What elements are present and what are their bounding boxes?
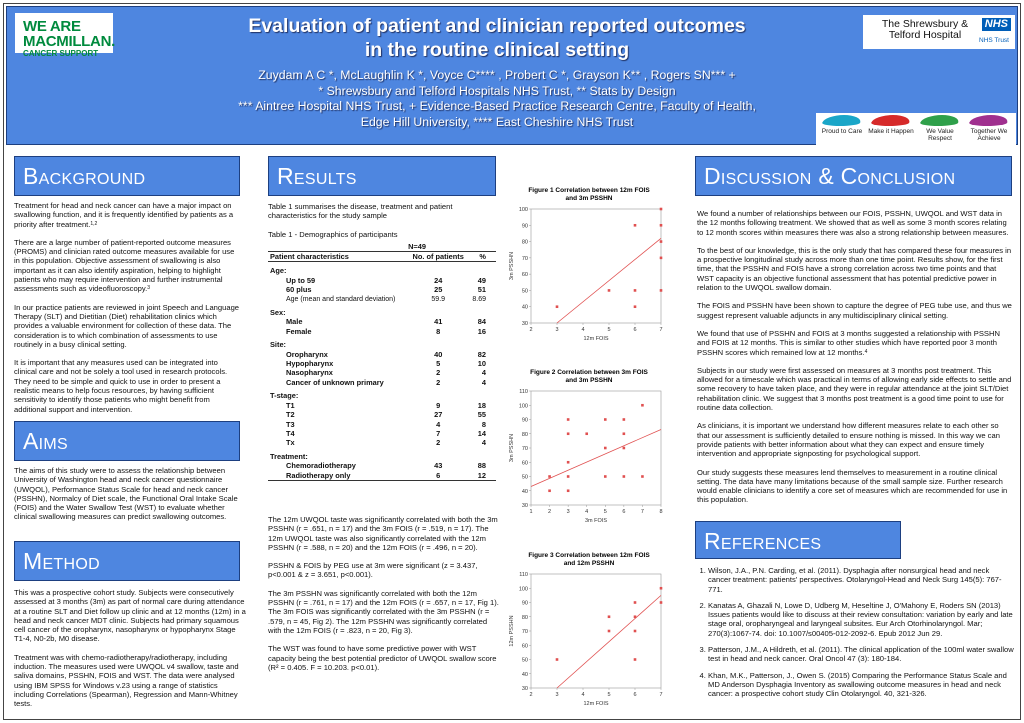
citation-sup: 1,2 [90, 220, 98, 227]
demographics-table [268, 242, 496, 481]
x-tick-label: 7 [659, 327, 663, 333]
data-point [641, 404, 644, 407]
data-point [604, 447, 607, 450]
table-cell [408, 304, 468, 317]
x-tick-label: 2 [529, 327, 533, 333]
figure-1-chart [507, 183, 671, 343]
aims-p1: The aims of this study were to assess the relationship between University of Washington head and neck cancer questionnaire (UWQOL), Performance Status Scale for head and neck cancer (PSSHN), Normalcy of Diet scale, the Functional Oral Intake Scale (FOIS) and the Water Swallow Test (WST) to evaluate whether clinical swallowing measures can predict swallowing outcomes. [14, 466, 238, 522]
background-paragraph-1 [14, 201, 242, 229]
poster-title [217, 14, 777, 62]
y-axis-label: 12m PSSHN [509, 615, 515, 647]
table-group-row [268, 336, 496, 349]
table-cell: 7 [436, 428, 441, 438]
table-cell: 25 [434, 285, 443, 295]
value-label: Proud to Care [821, 128, 863, 135]
table-cell: 41 [434, 317, 443, 327]
table-cell: Radiotherapy only [268, 471, 408, 481]
table-cell: T-stage: [270, 391, 299, 401]
title-line-2: in the routine clinical setting [364, 39, 630, 61]
data-point [660, 257, 663, 260]
background-paragraph-2 [14, 238, 242, 294]
plot-area [531, 574, 661, 688]
y-tick-label: 30 [521, 503, 528, 509]
chart-title-line-2: and 3m PSSHN [565, 377, 613, 384]
table-header-row [268, 252, 496, 262]
aims-heading: Aims [14, 421, 240, 461]
data-point [623, 447, 626, 450]
table-cell [468, 448, 496, 461]
table-cell: 49 [477, 275, 486, 285]
data-point [556, 305, 559, 308]
background-p4: It is important that any measures used can be integrated into clinical care and not be solely a tool used in research protocols. They need to be simple and quick to use in order to present a realistic means to help focus resources, by having sufficient sensitivity to identify those patients who might benefit from additional support and intervention. [14, 358, 228, 414]
figure-3-svg [507, 548, 671, 708]
background-p1: Treatment for head and neck cancer can have a major impact on swallowing function, and it is frequently identified by patients as a priority after treatment. [14, 201, 234, 229]
y-tick-label: 60 [521, 272, 528, 279]
reference-item: 1. Wilson, J.A., P.N. Carding, et al. (2011). Dysphagia after nonsurgical head and neck cancer treatment: patients' perspectives. Otolaryngol-Head and Neck Surg 145(5): 767-771. [708, 566, 1014, 594]
table-cell: 9 [436, 400, 441, 410]
value-together-we-achieve [965, 115, 1013, 142]
discussion-p6: As clinicians, it is important we understand how different measures relate to each other so that our assessment is sufficiently detailed to ensure nothing is missed. In this way we can provide patients with better information about what they can expect and ensure timely intervention and appropriate signposting for psychological support. [697, 421, 1000, 459]
table-cell: Cancer of unknown primary [286, 377, 384, 387]
discussion-p1: We found a number of relationships between our FOIS, PSSHN, UWQOL and WST data in the 12 months following treatment. We showed that as well as some 3 month scores relating to 12 month scores within measures there was also a strong relationship between measures. [697, 209, 1009, 237]
y-tick-label: 50 [521, 474, 528, 481]
y-tick-label: 90 [521, 223, 528, 230]
table-cell: No. of patients [408, 252, 468, 262]
table-cell: Nasopharynx [286, 368, 333, 378]
background-text [14, 201, 242, 423]
x-tick-label: 7 [640, 509, 644, 515]
table-cell: 27 [434, 410, 443, 420]
table-cell: 4 [481, 377, 486, 387]
y-tick-label: 50 [521, 657, 528, 664]
data-point [660, 240, 663, 243]
figure-1-svg [507, 183, 671, 343]
table-cell [408, 336, 468, 349]
table-cell: 8 [436, 326, 441, 336]
table-cell [468, 336, 496, 349]
table-cell: Treatment: [270, 451, 308, 461]
method-p1: This was a prospective cohort study. Subjects were consecutively assessed at 3 months (3m) as part of normal care during attendance at a routine SLT and Diet follow up clinic and at 12 months (12m) in a head and neck cancer MDT clinic. Subjects had primary squamous cell cancer of the oropharynx, nasopharynx or hypopharynx Stage T1-4, N0-2b, M0 disease. [14, 588, 246, 644]
authors-block [197, 68, 797, 130]
x-axis-label: 12m FOIS [583, 701, 609, 707]
table-row [268, 317, 496, 326]
swoosh-icon [919, 115, 961, 126]
data-point [641, 475, 644, 478]
data-point [567, 418, 570, 421]
table-cell [468, 262, 496, 276]
data-point [634, 601, 637, 604]
table-cell: Age: [270, 266, 287, 276]
data-point [548, 489, 551, 492]
data-point [604, 475, 607, 478]
table-row [268, 368, 496, 377]
y-axis-label: 3m PSSHN [509, 251, 515, 281]
table-cell: 16 [477, 326, 486, 336]
y-tick-label: 60 [521, 460, 528, 467]
reference-item: 3. Patterson, J.M., A Hildreth, et al. (2011). The clinical application of the 100ml water swallow test in head and neck cancer. Oral Oncol 47 (3): 180-184. [708, 645, 1014, 664]
table-cell: 55 [477, 410, 486, 420]
x-tick-label: 2 [548, 509, 552, 515]
table-note-row [268, 295, 496, 304]
value-label: Make it Happen [868, 128, 914, 135]
y-tick-label: 60 [521, 643, 528, 650]
authors-line-4: Edge Hill University, **** East Cheshire NHS Trust [360, 114, 634, 129]
macmillan-logo [15, 13, 115, 58]
x-tick-label: 7 [659, 692, 663, 698]
data-point [608, 615, 611, 618]
x-tick-label: 5 [603, 509, 607, 515]
discussion-p5: Subjects in our study were first assessed on measures at 3 months post treatment. This allowed for a timescale which was practical in terms of allowing early side effects to settle and some recovery to have taken place, and they were in regular attendance at the joint SLT/Diet rehabilitation clinic. We suggest that 3 months post treatment is a good time point to use for routine data collection. [697, 365, 1012, 413]
table-row [268, 285, 496, 294]
table-cell: T1 [286, 400, 295, 410]
data-point [660, 224, 663, 227]
reference-item: 4. Khan, M.K., Patterson, J., Owen S. (2015) Comparing the Performance Status Scale and MD Anderson Dysphagia Inventory as swallowing outcome measures in head and neck cancer: a prospective cohort study Clin Otolaryngol. 40, 321-326. [708, 671, 1014, 699]
y-tick-label: 40 [521, 304, 528, 311]
plot-area [531, 209, 661, 323]
data-point [660, 289, 663, 292]
data-point [660, 208, 663, 211]
swoosh-icon [821, 115, 863, 126]
x-tick-label: 4 [581, 692, 585, 698]
y-tick-label: 90 [521, 600, 528, 607]
table-group-row [268, 448, 496, 461]
y-tick-label: 70 [521, 446, 528, 452]
data-point [634, 615, 637, 618]
title-line-1: Evaluation of patient and clinician reported outcomes [248, 15, 746, 37]
citation-sup: 3 [147, 285, 151, 292]
table-group-row [268, 262, 496, 276]
chart-title-line-2: and 12m PSSHN [563, 560, 615, 567]
y-tick-label: 100 [518, 586, 528, 593]
table-cell: Male [286, 317, 303, 327]
x-axis-label: 3m FOIS [584, 518, 608, 524]
table-cell: 8 [481, 419, 486, 429]
background-p3: In our practice patients are reviewed in joint Speech and Language Therapy (SLT) and Dietitian (Diet) rehabilitation clinics which provides a valuable environment for collection of these data. The consideration is to which combination of assessments to use routinely in a busy clinical setting. [14, 302, 240, 349]
table-cell: 88 [477, 461, 486, 471]
authors-line-1: Zuydam A C *, McLaughlin K *, Voyce C**** , Probert C *, Grayson K** , Rogers SN*** + [258, 68, 736, 82]
nhs-trust-name: The Shrewsbury & Telford Hospital [881, 18, 969, 41]
aims-text [14, 466, 242, 531]
value-we-value-respect [916, 115, 964, 142]
data-point [567, 432, 570, 435]
y-tick-label: 50 [521, 288, 528, 295]
x-tick-label: 5 [607, 327, 611, 333]
results-p1: The 12m UWQOL taste was significantly correlated with both the 3m PSSHN (r = .651, n = 17) and the 3m FOIS (r = .519, n = 17). The 12m UWQOL taste was also significantly correlated with the 12m PSSHN (r = .588, n = 20) and the 12m FOIS (r = .496, n = 20). [268, 515, 498, 552]
table-cell: Female [286, 326, 312, 336]
table-row [268, 327, 496, 336]
table-row [268, 276, 496, 285]
x-tick-label: 2 [529, 692, 533, 698]
y-tick-label: 80 [521, 614, 528, 621]
x-tick-label: 8 [659, 509, 663, 515]
table-cell: 24 [434, 275, 443, 285]
y-tick-label: 100 [518, 207, 528, 213]
y-tick-label: 110 [519, 389, 528, 395]
chart-title-line-1: Figure 2 Correlation between 3m FOIS [530, 369, 648, 376]
table-row [268, 461, 496, 470]
value-make-it-happen [867, 115, 915, 135]
table-cell: 18 [477, 400, 486, 410]
table-caption: Table 1 - Demographics of participants [268, 229, 398, 239]
x-axis-label: 12m FOIS [583, 336, 609, 342]
x-tick-label: 4 [585, 509, 589, 515]
figure-2-svg [507, 365, 671, 525]
table-cell: 14 [477, 428, 486, 438]
logo-line-1: WE ARE [23, 18, 81, 35]
y-tick-label: 30 [521, 686, 528, 692]
authors-line-3: *** Aintree Hospital NHS Trust, + Evidence-Based Practice Research Centre, Faculty of Health, [238, 99, 756, 113]
table-cell: 4 [436, 419, 441, 429]
y-tick-label: 40 [521, 488, 528, 495]
data-point [634, 224, 637, 227]
table-row [268, 429, 496, 438]
x-tick-label: 6 [633, 692, 637, 698]
results-heading: Results [268, 156, 496, 196]
discussion-heading: Discussion & Conclusion [695, 156, 1012, 196]
data-point [604, 418, 607, 421]
data-point [634, 658, 637, 661]
y-tick-label: 70 [521, 629, 528, 635]
x-tick-label: 5 [607, 692, 611, 698]
references-heading: References [695, 521, 901, 559]
table-cell [408, 262, 468, 276]
figure-3-chart [507, 548, 671, 708]
data-point [660, 587, 663, 590]
table-cell: 51 [477, 285, 486, 295]
data-point [634, 305, 637, 308]
table-cell: T3 [286, 419, 295, 429]
plot-area [531, 391, 661, 505]
table-cell: % [468, 252, 496, 262]
background-p2: There are a large number of patient-reported outcome measures (PROMS) and clinician rated outcome measures available for use in this population. Objective assessment of swallowing is also important as it can also identify aspiration, helping to highlight patients who may require intervention and further instrumental assessments such as videofluoroscopy. [14, 237, 235, 294]
data-point [660, 601, 663, 604]
value-label: Together We Achieve [970, 128, 1008, 142]
table-cell: 12 [468, 471, 496, 481]
swoosh-icon [870, 115, 912, 126]
y-tick-label: 80 [521, 431, 528, 438]
y-tick-label: 40 [521, 671, 528, 678]
table-row [268, 350, 496, 359]
table-cell: 10 [477, 359, 486, 369]
table-cell: 84 [477, 317, 486, 327]
x-tick-label: 1 [529, 509, 533, 515]
table-cell: 2 [436, 368, 441, 378]
swoosh-icon [968, 115, 1010, 126]
y-tick-label: 90 [521, 417, 528, 424]
table-cell: Hypopharynx [286, 359, 334, 369]
results-intro-text: Table 1 summarises the disease, treatment and patient characteristics for the study sample [268, 202, 453, 221]
table-cell: 6 [408, 471, 468, 481]
value-proud-to-care [818, 115, 866, 135]
demographics-table-body [268, 251, 496, 481]
nhs-trust-label: NHS Trust [979, 37, 1009, 44]
table-cell: Age (mean and standard deviation) [286, 295, 396, 303]
results-p3: The 3m PSSHN was significantly correlated with both the 12m PSSHN (r = .761, n = 17) and the 12m FOIS (r = .657, n = 17, Fig 1). The 3m FOIS was significantly correlated with the 3m PSSHN (r = .579, n = 45, Fig 2). The 12m PSSHN was significantly correlated with the 12m FOIS (r = .823, n = 20, Fig 3). [268, 588, 499, 635]
data-point [548, 475, 551, 478]
chart-title-line-1: Figure 1 Correlation between 12m FOIS [528, 187, 650, 194]
results-p4: The WST was found to have some predictive power with WST capacity being the best potential predictor of UWQOL swallow score (R² = 0.405. F = 10.203. p<0.01). [268, 644, 497, 672]
table-cell: 2 [436, 377, 441, 387]
table-cell [468, 387, 496, 400]
data-point [608, 289, 611, 292]
y-axis-label: 3m PSSHN [509, 433, 515, 463]
table-cell: T2 [286, 410, 295, 420]
table-row [268, 438, 496, 447]
table-cell: 8.69 [472, 295, 486, 303]
nhs-badge: NHS [982, 18, 1011, 31]
table-cell: Patient characteristics [268, 252, 408, 262]
results-text [268, 515, 500, 681]
table-cell: 60 plus [286, 285, 312, 295]
y-tick-label: 30 [521, 321, 528, 327]
data-point [623, 418, 626, 421]
table-n: N=49 [408, 242, 426, 251]
method-text [14, 588, 246, 718]
data-point [623, 475, 626, 478]
x-tick-label: 3 [555, 692, 559, 698]
x-tick-label: 4 [581, 327, 585, 333]
table-cell: Site: [270, 340, 287, 350]
x-tick-label: 3 [566, 509, 570, 515]
data-point [567, 489, 570, 492]
table-cell: 82 [477, 349, 486, 359]
discussion-p7: Our study suggests these measures lend themselves to measurement in a routine clinical setting. The data have many limitations because of the small sample size. Further research would enable clinicians to identify a core set of measures which are recommended for use in this population. [697, 467, 1008, 505]
data-point [634, 289, 637, 292]
results-p2: PSSHN & FOIS by PEG use at 3m were significant (z = 3.437, p<0.001 & z = 3.651, p<0.001). [268, 561, 478, 580]
table-row [268, 410, 496, 419]
table-row [268, 471, 496, 481]
x-tick-label: 3 [555, 327, 559, 333]
data-point [556, 658, 559, 661]
table-cell: Tx [286, 438, 295, 448]
discussion-p3: The FOIS and PSSHN have been shown to capture the degree of PEG tube use, and thus we suggest represent valuable adjuncts in any multidisciplinary clinical setting. [697, 301, 1012, 320]
data-point [608, 630, 611, 633]
data-point [567, 475, 570, 478]
data-point [567, 461, 570, 464]
value-label: We Value Respect [926, 128, 954, 142]
table-cell: 4 [481, 368, 486, 378]
data-point [585, 432, 588, 435]
table-group-row [268, 387, 496, 400]
table-cell: T4 [286, 428, 295, 438]
table-cell: 40 [434, 349, 443, 359]
table-row [268, 378, 496, 387]
table-row [268, 359, 496, 368]
discussion-text [697, 209, 1013, 514]
x-tick-label: 6 [622, 509, 626, 515]
data-point [623, 432, 626, 435]
method-heading: Method [14, 541, 240, 581]
method-p2: Treatment was with chemo-radiotherapy/radiotherapy, including induction. The measures used were UWQOL v4 swallow, taste and saliva domains, PSSHN, FOIS and WST. The data were analysed using IBM SPSS for Windows v.23 using a range of statistics including Correlations (Spearman), Regression and Mann-Whitney tests. [14, 652, 239, 709]
chart-title-line-2: and 3m PSSHN [565, 195, 613, 202]
table-cell [408, 448, 468, 461]
y-tick-label: 110 [519, 572, 528, 578]
table-cell: Oropharynx [286, 349, 328, 359]
table-cell: 59.9 [431, 295, 446, 303]
y-tick-label: 80 [521, 239, 528, 246]
table-cell [408, 387, 468, 400]
table-cell: 4 [481, 438, 486, 448]
y-tick-label: 70 [521, 255, 528, 262]
discussion-paragraph-4 [697, 329, 1013, 357]
authors-line-2: * Shrewsbury and Telford Hospitals NHS Trust, ** Stats by Design [318, 83, 676, 98]
logo-line-3: CANCER SUPPORT [23, 49, 99, 58]
discussion-p2: To the best of our knowledge, this is the only study that has compared these four measures in a prospective longitudinal study across more than one time point. Results show, for the first time, that the PSSHN and FOIS have a strong correlation across two time points and that WST capacity is an objective functional assessment that has potential predictive power in relation to the UWQOL swallow domain. [697, 245, 1012, 293]
citation-sup: 4 [864, 348, 868, 355]
table-group-row [268, 304, 496, 317]
logo-line-2: MACMILLAN. [23, 33, 115, 50]
x-tick-label: 6 [633, 327, 637, 333]
table-row [268, 401, 496, 410]
table-cell: 43 [434, 461, 443, 471]
background-heading: Background [14, 156, 240, 196]
data-point [634, 630, 637, 633]
results-intro [268, 202, 496, 239]
reference-item: 2. Kanatas A, Ghazali N, Lowe D, Udberg M, Heseltine J, O'Mahony E, Roders SN (2013) Issues patients would like to discuss at their review consultation: variation by early and late stage oral, oropharyngeal and laryngeal subsites. Eur Arch Otorhinolaryngol. Mar; 270(3):1067-74. doi: 10.1007/s00405-012-2092-6. Epub 2012 Jun 29. [708, 601, 1014, 638]
table-row [268, 420, 496, 429]
table-cell: Sex: [270, 308, 286, 318]
nhs-logo [863, 15, 1015, 49]
table-cell: 2 [436, 438, 441, 448]
poster-header [6, 6, 1018, 145]
chart-title-line-1: Figure 3 Correlation between 12m FOIS [528, 552, 650, 559]
references-list [696, 566, 1014, 706]
table-cell [468, 304, 496, 317]
table-cell: Up to 59 [286, 275, 316, 285]
table-cell: 5 [436, 359, 441, 369]
figure-2-chart [507, 365, 671, 525]
table-cell: Chemoradiotherapy [286, 461, 356, 471]
y-tick-label: 100 [518, 403, 528, 410]
discussion-p4: We found that use of PSSHN and FOIS at 3 months suggested a relationship with PSSHN and FOIS at 12 months. This is similar to other studies which have reported poor 3 month PSSHN scores which remained low at 12 months. [697, 328, 1000, 357]
trust-values-strip [816, 113, 1016, 149]
